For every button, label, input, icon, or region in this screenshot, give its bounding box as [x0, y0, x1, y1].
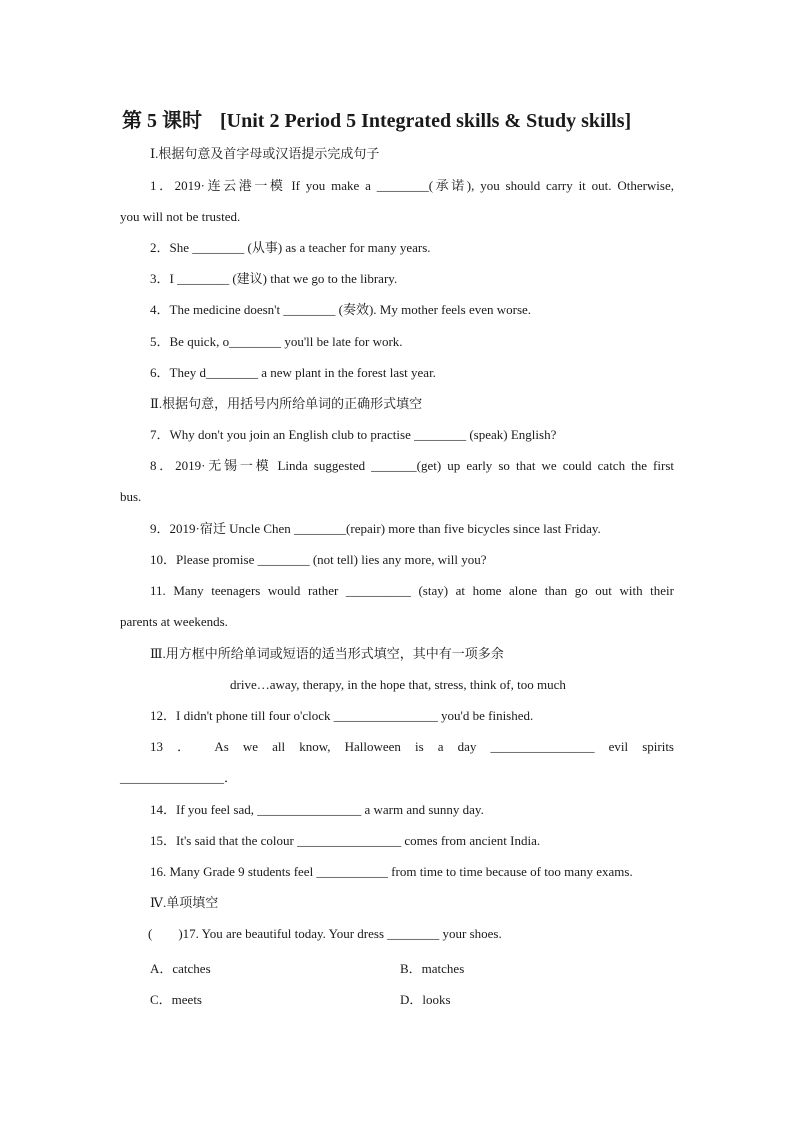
title-unit: [Unit 2 Period 5 Integrated skills & Study skills] — [220, 110, 632, 132]
question-4: 4．The medicine doesn't ________ (奏效). My mother feels even worse. — [150, 302, 532, 317]
option-d: D．looks — [400, 992, 451, 1007]
title-lesson: 第 5 课时 — [122, 110, 202, 132]
question-14: 14．If you feel sad, ________________ a warm and sunny day. — [150, 802, 484, 817]
section-heading-3: Ⅲ.用方框中所给单词或短语的适当形式填空，其中有一项多余 — [150, 646, 504, 661]
page-title — [122, 104, 631, 133]
question-10: 10．Please promise ________ (not tell) lies any more, will you? — [150, 552, 487, 567]
question-8-line-2: bus. — [120, 489, 142, 504]
option-b: B．matches — [400, 961, 465, 976]
question-13-line-1: 13 ． As we all know, Halloween is a day ________________ evil spirits — [150, 739, 674, 754]
section-heading-1: Ⅰ.根据句意及首字母或汉语提示完成句子 — [150, 146, 380, 161]
question-6: 6．They d________ a new plant in the forest last year. — [150, 365, 436, 380]
question-11-line-1: 11. Many teenagers would rather __________ (stay) at home alone than go out with their — [150, 583, 674, 598]
question-7: 7．Why don't you join an English club to practise ________ (speak) English? — [150, 427, 557, 442]
question-13-line-2: ________________． — [120, 770, 238, 785]
question-2: 2．She ________ (从事) as a teacher for many years. — [150, 240, 431, 255]
question-8-line-1: 8．2019·无锡一模 Linda suggested _______(get) up early so that we could catch the first — [150, 458, 674, 473]
question-11-line-2: parents at weekends. — [120, 614, 228, 629]
question-16: 16. Many Grade 9 students feel ___________ from time to time because of too many exams. — [150, 864, 633, 879]
question-17: ( )17. You are beautiful today. Your dress ________ your shoes. — [148, 926, 502, 941]
section-heading-4: Ⅳ.单项填空 — [150, 895, 219, 910]
word-box: drive…away, therapy, in the hope that, stress, think of, too much — [230, 677, 566, 692]
question-12: 12．I didn't phone till four o'clock ________________ you'd be finished. — [150, 708, 534, 723]
section-heading-2: Ⅱ.根据句意，用括号内所给单词的正确形式填空 — [150, 396, 423, 411]
question-5: 5．Be quick, o________ you'll be late for work. — [150, 334, 403, 349]
option-c: C．meets — [150, 992, 202, 1007]
question-15: 15．It's said that the colour ________________ comes from ancient India. — [150, 833, 541, 848]
question-3: 3．I ________ (建议) that we go to the library. — [150, 271, 398, 286]
question-1-line-1: 1．2019·连云港一模 If you make a ________(承诺), you should carry it out. Otherwise, — [150, 178, 674, 193]
option-a: A．catches — [150, 961, 211, 976]
question-9: 9．2019·宿迁 Uncle Chen ________(repair) more than five bicycles since last Friday. — [150, 521, 601, 536]
question-1-line-2: you will not be trusted. — [120, 209, 241, 224]
